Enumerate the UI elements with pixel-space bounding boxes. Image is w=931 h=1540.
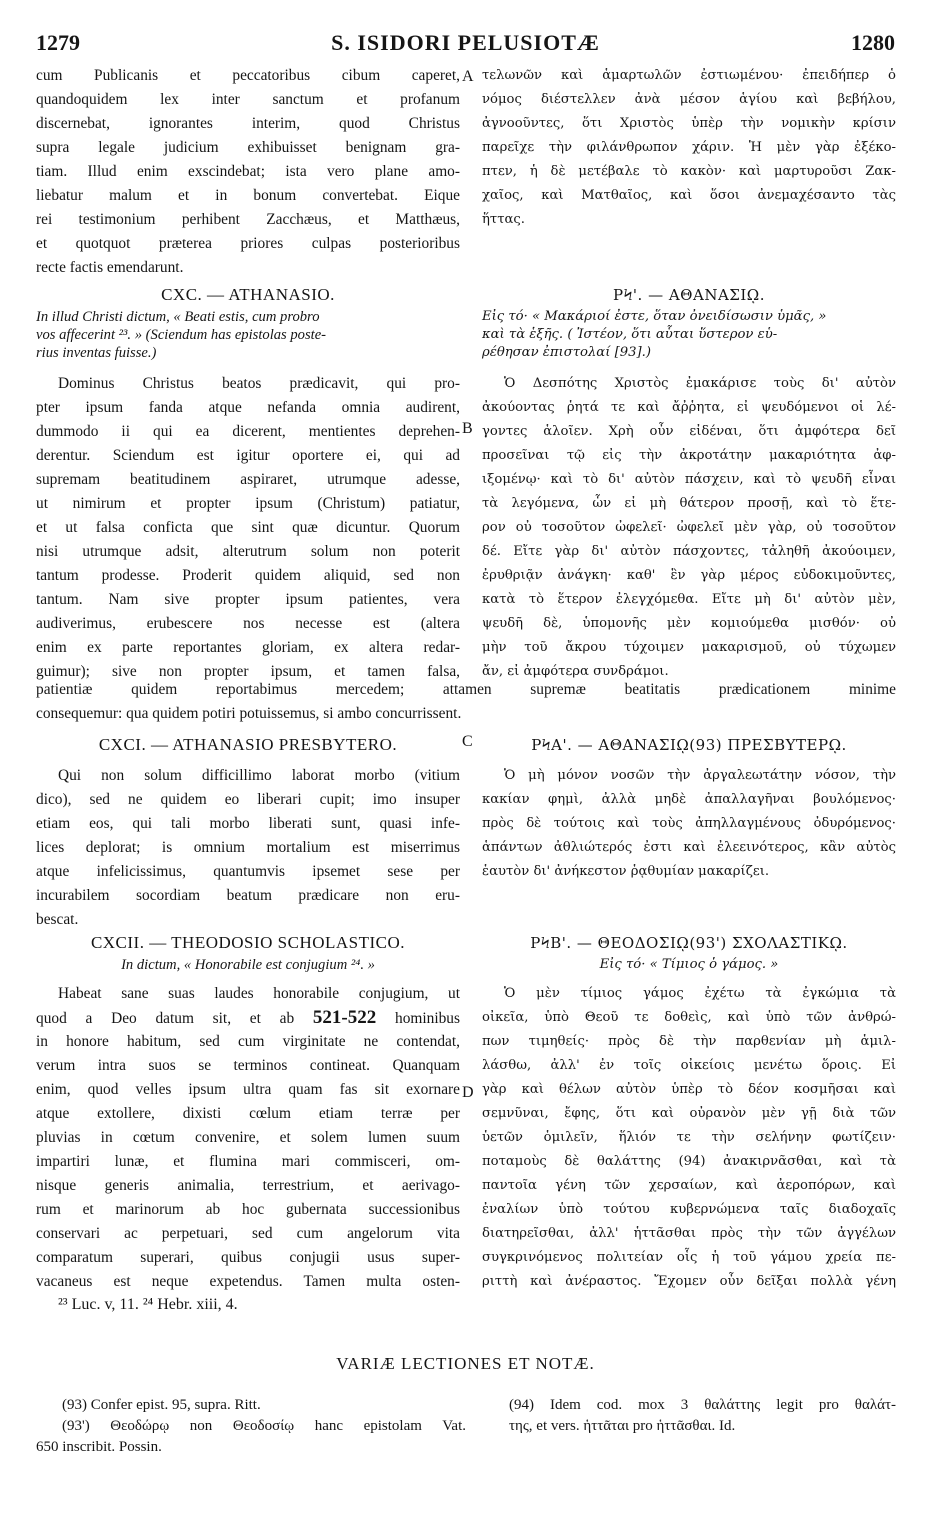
epistle-191-latin xyxy=(36,732,460,932)
text-line: ut nimirum et propter ipsum (Christum) patiatur, xyxy=(36,495,460,512)
text-line: quandoquidem lex inter sanctum et profanum xyxy=(36,91,460,108)
column-number: 521-522 xyxy=(312,1007,377,1028)
text-line: nisi utrumque adsit, alterutrum solum non poterit xyxy=(36,543,460,560)
note-line: 650 inscribit. Possin. xyxy=(36,1439,162,1455)
section-subtitle: rius inventas fuisse.) xyxy=(36,345,157,361)
margin-letter-d: D xyxy=(462,1084,474,1101)
section-heading: ΡϞ'. — ΑΘΑΝΑΣΙῼ. xyxy=(612,286,766,304)
text-line: πρὸς δὲ τούτοις καὶ τοὺς ἀπηλλαγμένους ὀδυρόμενος· xyxy=(482,816,896,831)
text-line: ἥττας. xyxy=(482,212,525,227)
variae-lectiones-title: VARIÆ LECTIONES ET NOTÆ. xyxy=(336,1354,595,1373)
text-line: in honore habitum, sed cum virginitate ne contendat, xyxy=(36,1033,460,1050)
text-line: supremam beatitudinem aspiraret, utrumque adesse, xyxy=(36,471,460,488)
text-line: προσεῖναι τῷ εἰς τὴν ἀκροτάτην μακαριότητα ἀφ- xyxy=(482,448,896,463)
text-line: cum Publicanis et peccatoribus cibum caperet, xyxy=(36,67,460,84)
text-line: πων τιμηθείς· πρὸς δὲ τὴν παρθενίαν μὴ ἁμιλ- xyxy=(482,1034,896,1049)
text-line: bescat. xyxy=(36,911,79,928)
text-line: pter ipsum fanda atque nefanda omnia audirent, xyxy=(36,399,460,416)
text-line: Dominus Christus beatos prædicavit, qui pro- xyxy=(58,375,460,392)
text-line: ρον οὐ τοσοῦτον ὠφελεῖ· ὠφελεῖ μὲν γὰρ, οὐ τοσοῦτον xyxy=(482,520,896,535)
text-line: et ut falsa conficta que sint quæ dicuntur. Quorum xyxy=(36,519,460,536)
text-line: κατὰ τὸ ἕτερον ἐλεγχόμεθα. Εἴτε μὴ δι' αὐτὸν μὲν, xyxy=(482,592,896,607)
text-line: consequemur: qua quidem potiri potuissemus, si ambo concurrissent. xyxy=(36,705,462,722)
text-segment: quod a Deo datum sit, et ab xyxy=(36,1010,295,1027)
epistle-192-greek xyxy=(482,930,896,1294)
text-line: conservari ac perpetuari, sed cum angelorum vita xyxy=(36,1225,460,1242)
text-line: ἁπάντων ἀθλιώτερός ἐστι καὶ ἐλεεινότερος, κἂν αὐτὸς xyxy=(482,840,896,855)
text-line: nisque generis animalia, terrestrium, et aerivago- xyxy=(36,1177,460,1194)
epistle-192-latin xyxy=(36,930,460,1294)
text-line: atque extollere, dixisti cœlum etiam terræ per xyxy=(36,1105,460,1122)
section-subtitle: ρέθησαν ἐπιστολαί [93].) xyxy=(482,345,651,360)
text-line: et quotquot præterea priores culpas posterioribus xyxy=(36,235,460,252)
text-line: ἑαυτὸν δι' ἀνήκεστον ῥᾳθυμίαν μακαρίζει. xyxy=(482,864,770,879)
text-line: Ὁ μὴ μόνον νοσῶν τὴν ἀργαλεωτάτην νόσον, τὴν xyxy=(504,768,896,783)
text-line: νόμος διέστελλεν ἀνὰ μέσον ἁγίου καὶ βεβήλου, xyxy=(482,92,896,107)
text-line: ἄν, εἰ ἀμφότερα συνδράμοι. xyxy=(482,664,669,679)
text-line: tantum prodesse. Proderit quidem aliquid, sed non xyxy=(36,567,460,584)
text-line: Habeat sane suas laudes honorabile conjugium, ut xyxy=(58,985,460,1002)
text-line: recte factis emendarunt. xyxy=(36,259,184,276)
text-line xyxy=(36,1006,460,1030)
text-line: γὰρ καὶ θέλων αὐτὸν ὑπὲρ τὸ δέον κοσμῆσαι καὶ xyxy=(482,1082,896,1097)
text-line: συγκρινόμενος πολιτείαν οἷς ἡ τοῦ γάμου χρεία πε- xyxy=(482,1250,896,1265)
text-line: pluvias in cœtum convenire, et solem lumen suum xyxy=(36,1129,460,1146)
epistle-190-full-width xyxy=(36,678,896,726)
text-line: incurabilem socordiam beatum prædicare non eru- xyxy=(36,887,460,904)
epistle-190-latin xyxy=(36,282,460,684)
text-line: comparatum superari, quibus conjugii usus super- xyxy=(36,1249,460,1266)
text-line: πτεν, ἡ δὲ μετέβαλε τὸ κακὸν· καὶ μαρτυροῦσι Ζακ- xyxy=(482,164,896,179)
text-line: ποταμοὺς δὲ θαλάττης (94) ἀνακιρνᾶσθαι, καὶ τὰ xyxy=(482,1154,896,1169)
text-line: χαῖος, καὶ Ματθαῖος, καὶ ὅσοι ἀνεμαχέσαντο τὰς xyxy=(482,188,896,203)
running-title: S. ISIDORI PELUSIOTÆ xyxy=(331,30,600,55)
epistle-191-greek xyxy=(482,732,896,884)
text-line: guimur); sive non propter ipsum, et tamen falsa, xyxy=(36,663,460,680)
text-line: ἐναλίων ὑπὸ τούτου κυβερνώμενα ταῖς διαδοχαῖς xyxy=(482,1202,896,1217)
text-line: Qui non solum difficillimo laborat morbo (vitium xyxy=(58,767,460,784)
text-line: tiam. Illud enim exscindebat; ista vero plane amo- xyxy=(36,163,460,180)
section-heading: CXC. — ATHANASIO. xyxy=(161,285,335,304)
text-line: etiam eos, qui tali morbo liberati sunt, quasi infe- xyxy=(36,815,460,832)
text-line: ὑετῶν ὁμιλεῖν, ἥλιόν τε τὴν σελήνην φωτίζειν· xyxy=(482,1130,896,1145)
text-line: lices deplorat; is omnium mortalium est miserrimus xyxy=(36,839,460,856)
text-line: ιξομένῳ· καὶ τὸ δι' αὐτὸν πάσχειν, καὶ τὸ ψευδῆ εἶναι xyxy=(482,472,896,487)
latin-continuation xyxy=(36,64,460,280)
section-subtitle: vos affecerint ²³. » (Sciendum has epistolas poste- xyxy=(36,327,327,343)
margin-letter-a: A xyxy=(462,68,474,85)
text-line: impartiri lunæ, et flumina mari commisceri, om- xyxy=(36,1153,460,1170)
text-line: ἐρυθριᾷν ἀνάγκη· καθ' ἓν γὰρ μέρος εὐδοκιμοῦντες, xyxy=(482,568,896,583)
text-line: Ὁ Δεσπότης Χριστὸς ἐμακάρισε τοὺς δι' αὐτὸν xyxy=(504,376,896,391)
section-subtitle: καὶ τὰ ἑξῆς. ( Ἰστέον, ὅτι αὗται ὕστερον εὑ- xyxy=(482,327,778,342)
section-subtitle: In illud Christi dictum, « Beati estis, cum probro xyxy=(36,309,320,325)
variant-notes-right xyxy=(509,1395,896,1437)
text-segment: hominibus xyxy=(395,1010,460,1027)
running-header xyxy=(36,30,895,62)
text-line: patientiæ quidem reportabimus mercedem; attamen supremæ beatitatis prædicationem minime xyxy=(36,681,896,698)
section-subtitle: Εἰς τό· « Μακάριοί ἐστε, ὅταν ὀνειδίσωσιν ὑμᾶς, » xyxy=(482,309,827,324)
text-line: γοντες ἁλοῖεν. Χρὴ οὖν εἰδέναι, ὅτι ἀμφότερα δεῖ xyxy=(482,424,896,439)
margin-letter-c: C xyxy=(462,733,473,750)
variant-notes-left xyxy=(36,1395,466,1458)
text-line: παρεῖχε τὴν φιλάνθρωπον χάριν. Ἡ μὲν γὰρ ἐξέκο- xyxy=(482,140,896,155)
text-line: δέ. Εἴτε γὰρ δι' αὐτὸν πάσχοντες, τἀληθῆ ἀκούοιμεν, xyxy=(482,544,896,559)
epistle-190-greek xyxy=(482,282,896,684)
note-line: (93) Confer epist. 95, supra. Ritt. xyxy=(62,1397,261,1413)
section-subtitle: In dictum, « Honorabile est conjugium ²⁴. » xyxy=(121,957,375,973)
section-heading: CXCII. — THEODOSIO SCHOLASTICO. xyxy=(90,933,406,952)
text-line: enim, quod velles ipsum ultra quam fas sit exornare xyxy=(36,1081,460,1098)
note-line: (94) Idem cod. mox 3 θαλάττης legit pro θαλάτ- xyxy=(509,1397,896,1413)
note-line: της, et vers. ἡττᾶται pro ἡττᾶσθαι. Id. xyxy=(509,1418,736,1434)
text-line: dico), sed ne quidem eo liberari cupit; imo insuper xyxy=(36,791,460,808)
text-line: Ὁ μὲν τίμιος γάμος ἐχέτω τὰ ἐγκώμια τὰ xyxy=(504,986,896,1001)
text-line: ἀγνοοῦντες, ὅτι Χριστὸς ὑπὲρ τὴν νομικὴν κρίσιν xyxy=(482,116,896,131)
text-line: tantum. Nam sive propter ipsum patientes, vera xyxy=(36,591,460,608)
section-heading: ΡϞΒ'. — ΘΕΟΔΟΣΙῼ(93') ΣΧΟΛΑΣΤΙΚῼ. xyxy=(530,934,848,952)
greek-continuation xyxy=(482,64,896,232)
section-heading: CXCI. — ATHANASIO PRESBYTERO. xyxy=(98,735,398,754)
text-line: audiverimus, erubescere nos necesse est (altera xyxy=(36,615,460,632)
text-line: κακίαν φημὶ, ἀλλὰ μηδὲ ἀπαλλαγῆναι βουλόμενος· xyxy=(482,792,896,807)
text-line: ριττὴ καὶ ἀνέραστος. Ἔχομεν οὖν δεῖξαι πολλὰ γένη xyxy=(482,1274,896,1289)
text-line: supra legale judicium exhibuisset benignam gra- xyxy=(36,139,460,156)
text-line: σεμνῦναι, ἔφης, ὅτι καὶ οὐρανὸν μὲν γῇ διὰ τῶν xyxy=(482,1106,896,1121)
margin-letter-b: B xyxy=(462,420,473,437)
page-number-right: 1280 xyxy=(851,30,895,55)
text-line: ψευδῆ δὲ, ὑπομονῆς μὲν κομιούμεθα μισθόν· οὐ xyxy=(482,616,896,631)
text-line: atque infelicissimus, quantumvis ipsemet sese per xyxy=(36,863,460,880)
text-line: vacaneus est neque expetendus. Tamen multa osten- xyxy=(36,1273,460,1290)
footnotes: ²³ Luc. v, 11. ²⁴ Hebr. xiii, 4. xyxy=(58,1296,238,1313)
page-number-left: 1279 xyxy=(36,30,80,55)
text-line: enim ex parte reportantes gloriam, ex altera redar- xyxy=(36,639,460,656)
text-line: verum intra suos se terminos contineat. Quanquam xyxy=(36,1057,460,1074)
note-line: (93') Θεοδώρῳ non Θεοδοσίῳ hanc epistolam Vat. xyxy=(62,1418,466,1434)
text-line: παντοῖα γένη τῶν χερσαίων, καὶ ἀεροπόρων, καὶ xyxy=(482,1178,896,1193)
text-line: rum et marinorum ab hoc gubernata successionibus xyxy=(36,1201,460,1218)
text-line: derentur. Sciendum est igitur oportere ei, qui ad xyxy=(36,447,460,464)
section-subtitle: Εἰς τό· « Τίμιος ὁ γάμος. » xyxy=(599,957,779,972)
text-line: διατηρεῖσθαι, ἀλλ' ἡττᾶσθαι πρὸς τὴν τῶν ἀγγέλων xyxy=(482,1226,896,1241)
text-line: οἰκεῖα, ὑπὸ Θεοῦ τε δοθεὶς, καὶ ὑπὸ τῶν ἀνθρώ- xyxy=(482,1010,896,1025)
text-line: τελωνῶν καὶ ἁμαρτωλῶν ἐστιωμένου· ἐπειδήπερ ὁ xyxy=(482,68,896,83)
text-line: dummodo ii qui ea dicerent, mentientes deprehen- xyxy=(36,423,460,440)
section-heading: ΡϞΑ'. — ΑΘΑΝΑΣΙῼ(93) ΠΡΕΣΒΥΤΕΡῼ. xyxy=(531,736,847,754)
text-line: rei testimonium perhibent Zacchæus, et Matthæus, xyxy=(36,211,460,228)
text-line: μὴν τοῦ ἄκρου τύχοιμεν μακαρισμοῦ, οὐ τύχωμεν xyxy=(482,640,896,655)
text-line: ἀκούοντας ῥητά τε καὶ ἄῤῥητα, εἰ ψευδόμενοι οἱ λέ- xyxy=(482,400,896,415)
text-line: discernebat, ignorantes interim, quod Christus xyxy=(36,115,460,132)
text-line: λάσθω, ἀλλ' ἐν τοῖς οἰκείοις μενέτω ὅροις. Εἰ xyxy=(482,1058,896,1073)
text-line: τὰ λεγόμενα, ὧν εἰ μὴ θάτερον προσῇ, καὶ τὸ ἕτε- xyxy=(482,496,896,511)
text-line: liebatur malum et in bonum convertebat. Eique xyxy=(36,187,460,204)
